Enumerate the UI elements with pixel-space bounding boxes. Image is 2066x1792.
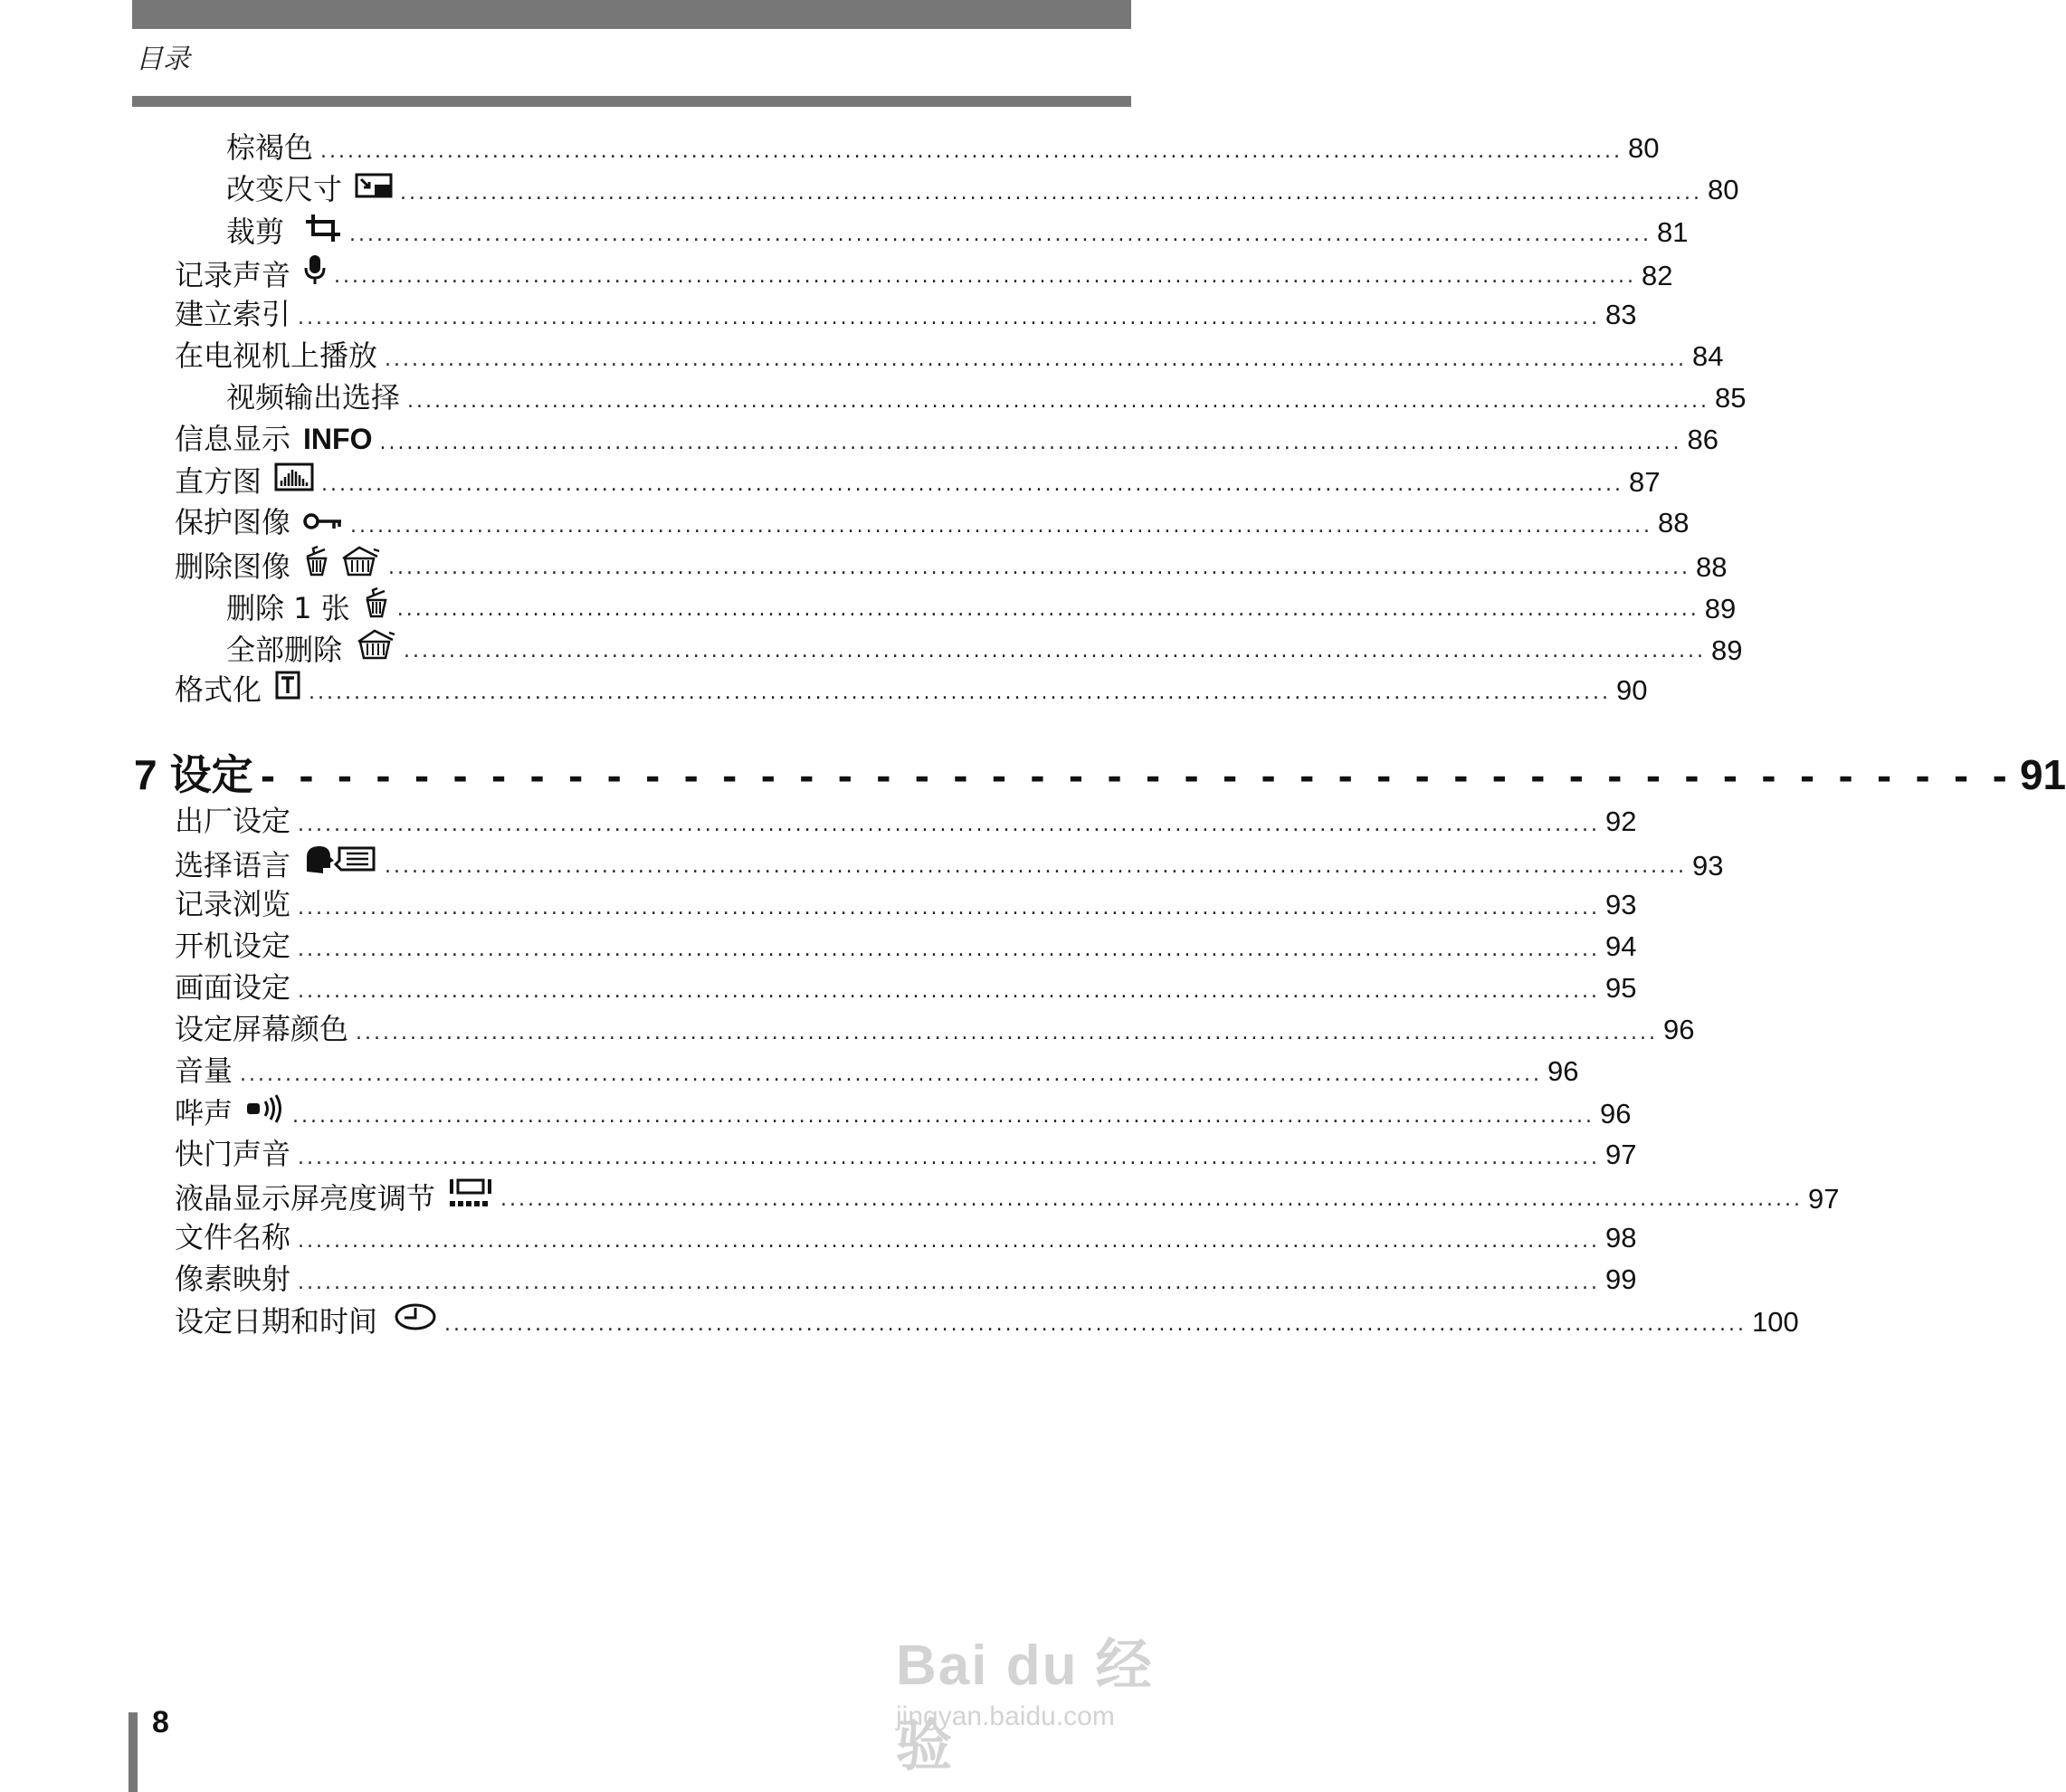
toc-page: 98 (1605, 1222, 1637, 1253)
toc-entry-date-time[interactable] (175, 1302, 1799, 1339)
toc-entry-sepia[interactable] (226, 129, 1660, 166)
toc-page: 94 (1605, 930, 1637, 962)
toc-entry-beep[interactable] (175, 1094, 1632, 1130)
leader-dots: ................................................................................................................................................ (379, 432, 1682, 454)
toc-entry-video-out[interactable] (226, 379, 1747, 415)
toc-page: 88 (1658, 507, 1690, 539)
toc-entry-lcd-brightness[interactable] (175, 1177, 1840, 1215)
toc-page: 86 (1687, 424, 1718, 455)
toc-page: 84 (1692, 340, 1724, 372)
leader-dots: ................................................................................................................................................ (298, 1230, 1601, 1253)
toc-page: 96 (1547, 1055, 1579, 1087)
toc-label: 像素映射 (175, 1262, 291, 1296)
toc-label: 画面设定 (175, 970, 291, 1005)
toc-entry-record-sound[interactable] (175, 254, 1673, 292)
leader-dots: ................................................................................................................................................ (320, 140, 1623, 163)
leader-dots: ................................................................................................................................................ (321, 473, 1624, 496)
header-title: 目录 (136, 43, 190, 75)
toc-entry-index[interactable] (175, 296, 1637, 332)
watermark-brand: Bai du 经验 (896, 1635, 1154, 1778)
leader-dots: ................................................................................................................................................ (444, 1313, 1747, 1336)
toc-page: 89 (1704, 593, 1737, 624)
toc-label: 快门声音 (175, 1137, 291, 1171)
footer-bar (129, 1712, 138, 1792)
toc-page: 82 (1642, 260, 1673, 291)
trash-single-icon (363, 587, 390, 618)
leader-dots: ................................................................................................................................................ (298, 814, 1601, 836)
toc-entry-protect[interactable] (175, 504, 1690, 540)
leader-dots: ................................................................................................................................................ (334, 265, 1637, 288)
toc-page: 80 (1708, 174, 1739, 205)
toc-entry-format[interactable] (175, 671, 1648, 707)
toc-label: 设定屏幕颜色 (175, 1012, 349, 1046)
leader-dots: ................................................................................................................................................ (298, 1272, 1601, 1294)
toc-label: 删除图像 (175, 549, 291, 584)
toc-label: 开机设定 (175, 929, 291, 963)
language-icon (303, 844, 377, 875)
toc-page: 97 (1808, 1183, 1840, 1215)
toc-entry-histogram[interactable] (175, 462, 1661, 499)
leader-dots: ................................................................................................................................................ (404, 640, 1707, 662)
leader-dots: ................................................................................................................................................ (298, 307, 1601, 329)
toc-label: 记录浏览 (175, 887, 291, 921)
info-badge: INFO (303, 423, 373, 455)
toc-label: 全部删除 (226, 633, 343, 667)
toc-page: 99 (1605, 1263, 1637, 1295)
toc-label: 信息显示 (175, 422, 291, 456)
toc-page: 89 (1711, 634, 1743, 666)
header-top-bar (132, 0, 1131, 29)
toc-page: 96 (1600, 1098, 1632, 1130)
toc-page: 80 (1628, 132, 1660, 164)
toc-entry-filename[interactable] (175, 1219, 1637, 1255)
toc-entry-resize[interactable] (226, 171, 1739, 207)
trash-all-icon (339, 546, 381, 577)
leader-dots: ................................................................................................................................................ (356, 1022, 1659, 1044)
leader-dots: ................................................................................................................................................ (385, 348, 1688, 371)
trash-single-icon (303, 546, 330, 577)
toc-entry-volume[interactable] (175, 1053, 1579, 1089)
toc-label: 记录声音 (175, 258, 291, 292)
leader-dots: ................................................................................................................................................ (298, 1147, 1601, 1169)
toc-entry-power-on[interactable] (175, 928, 1637, 964)
histogram-icon (274, 462, 314, 491)
toc-label: 改变尺寸 (226, 172, 343, 206)
leader-dots: ................................................................................................................................................ (298, 939, 1601, 961)
header-bottom-bar (132, 96, 1131, 107)
toc-entry-pixel-mapping[interactable] (175, 1261, 1637, 1297)
toc-label: 音量 (175, 1053, 233, 1088)
toc-label: 出厂设定 (175, 804, 291, 838)
toc-page: 97 (1605, 1139, 1637, 1170)
brightness-icon (448, 1177, 493, 1208)
watermark-url: jingyan.baidu.com (896, 1701, 1115, 1731)
toc-label: 棕褐色 (226, 130, 314, 165)
toc-label: 建立索引 (175, 297, 291, 331)
toc-entry-screen-setup[interactable] (175, 969, 1637, 1006)
toc-label: 选择语言 (175, 848, 291, 882)
toc-page: 81 (1657, 216, 1689, 248)
leader-dots: ................................................................................................................................................ (240, 1063, 1543, 1086)
leader-dots: ................................................................................................................................................ (309, 682, 1612, 704)
toc-page: 95 (1605, 972, 1637, 1004)
leader-dots: ................................................................................................................................................ (396, 598, 1699, 621)
leader-dots: ................................................................................................................................................ (349, 224, 1652, 246)
toc-page: 85 (1715, 382, 1747, 414)
leader-dots: ................................................................................................................................................ (350, 515, 1653, 538)
toc-entry-rec-view[interactable] (175, 886, 1637, 922)
crop-icon (304, 213, 342, 242)
toc-entry-factory-reset[interactable] (175, 803, 1637, 839)
toc-page: 87 (1629, 466, 1661, 498)
leader-dots: ................................................................................................................................................ (388, 557, 1691, 579)
chapter-leader: - - - - - - - - - - - - - - - - - - - - - - - - - - - - - - - - - - - - - - - - - - - - - - (260, 757, 2013, 798)
toc-label: 液晶显示屏亮度调节 (175, 1181, 436, 1215)
toc-label: 设定日期和时间 (175, 1304, 378, 1339)
toc-page: 88 (1696, 551, 1728, 583)
leader-dots: ................................................................................................................................................ (400, 182, 1703, 205)
clock-icon (394, 1302, 437, 1331)
format-icon (274, 671, 301, 700)
leader-dots: ................................................................................................................................................ (500, 1188, 1804, 1211)
toc-entry-info-display[interactable] (175, 421, 1718, 457)
toc-page: 92 (1605, 805, 1637, 837)
leader-dots: ................................................................................................................................................ (385, 855, 1688, 878)
key-icon (303, 510, 343, 532)
toc-label: 视频输出选择 (226, 380, 401, 415)
toc-entry-delete-all[interactable] (226, 629, 1743, 667)
leader-dots: ................................................................................................................................................ (298, 897, 1601, 920)
leader-dots: ................................................................................................................................................ (298, 980, 1601, 1003)
toc-page: 90 (1616, 674, 1648, 706)
toc-page: 93 (1605, 889, 1637, 920)
toc-label: 裁剪 (226, 214, 285, 249)
toc-page: 100 (1752, 1306, 1799, 1338)
toc-page: 93 (1692, 850, 1724, 882)
toc-label: 删除 1 张 (226, 591, 350, 625)
chapter-title: 设定 (169, 750, 253, 799)
chapter-heading[interactable] (134, 742, 2066, 799)
toc-page: 83 (1605, 299, 1637, 330)
resize-icon (355, 172, 393, 199)
toc-entry-crop[interactable] (226, 213, 1689, 249)
toc-label: 文件名称 (175, 1220, 291, 1254)
toc-label: 哔声 (175, 1096, 233, 1130)
toc-entry-delete-one[interactable] (226, 587, 1737, 625)
toc-entry-tv-playback[interactable] (175, 338, 1724, 374)
toc-label: 直方图 (175, 464, 262, 499)
watermark (896, 1602, 1195, 1778)
toc-page: 96 (1663, 1014, 1695, 1045)
chapter-page: 91 (2019, 751, 2066, 798)
leader-dots: ................................................................................................................................................ (407, 390, 1710, 413)
chapter-number: 7 (134, 751, 157, 798)
toc-label: 在电视机上播放 (175, 338, 378, 373)
toc-entry-delete-images[interactable] (175, 546, 1728, 584)
leader-dots: ................................................................................................................................................ (292, 1105, 1595, 1128)
trash-all-icon (355, 629, 396, 660)
microphone-icon (303, 254, 327, 285)
toc-entry-shutter-sound[interactable] (175, 1136, 1637, 1172)
toc-label: 保护图像 (175, 505, 291, 539)
beep-icon (245, 1094, 285, 1123)
toc-entry-screen-color[interactable] (175, 1011, 1695, 1047)
toc-entry-language[interactable] (175, 844, 1724, 882)
toc-label: 格式化 (175, 672, 262, 707)
page-number: 8 (152, 1705, 169, 1740)
